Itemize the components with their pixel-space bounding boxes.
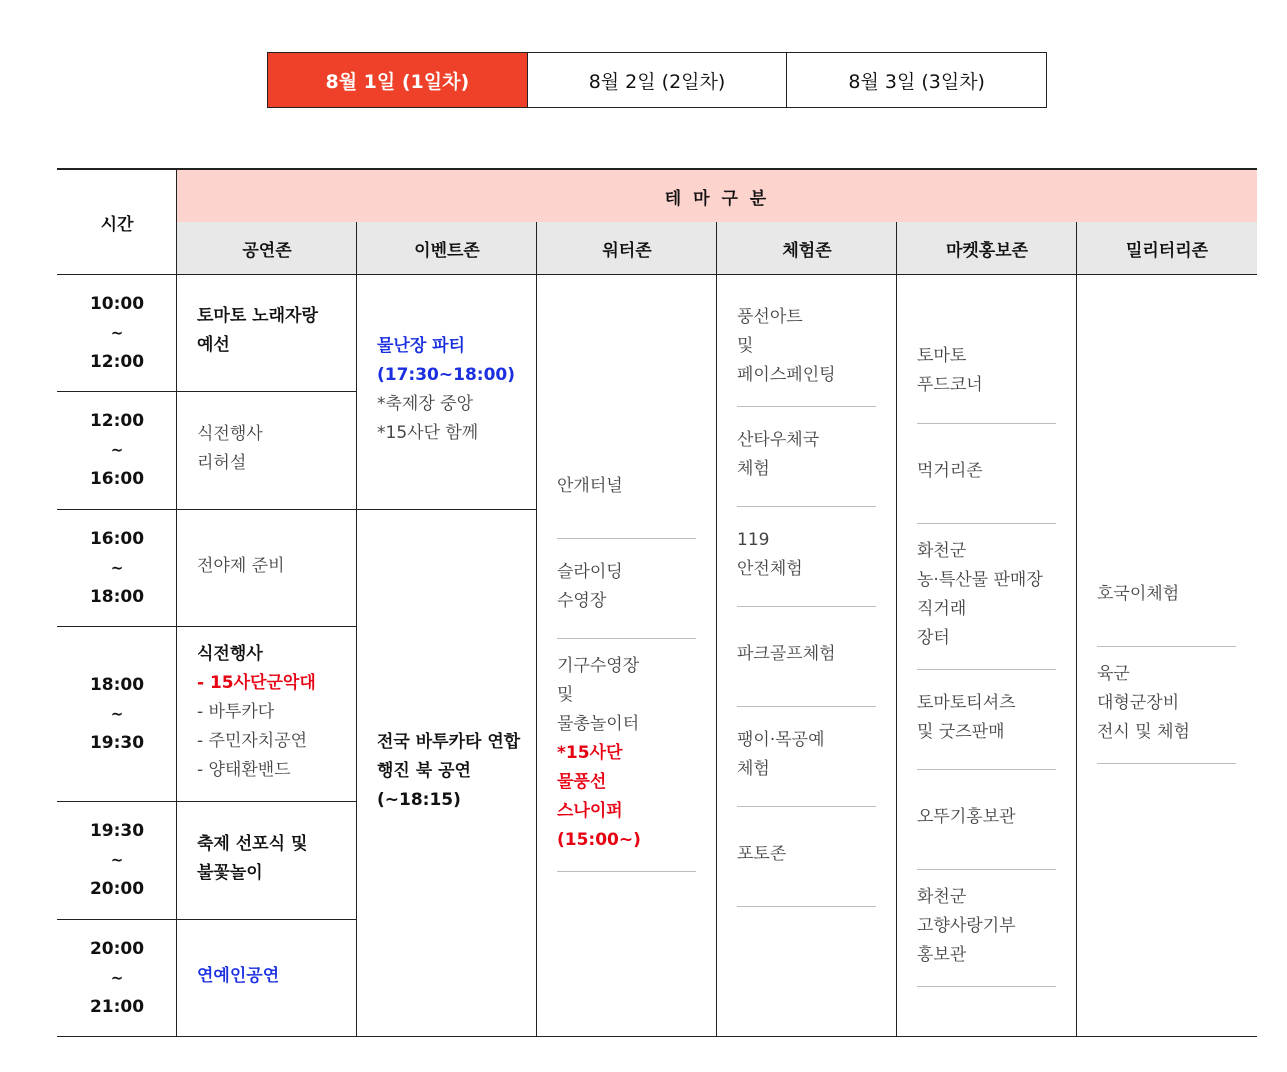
- item-line: 전국 바투카타 연합: [377, 732, 521, 752]
- cell-divider: [557, 538, 696, 539]
- time-end: 18:00: [89, 586, 145, 607]
- experience-item: [737, 303, 836, 390]
- performance-item: [197, 962, 279, 991]
- time-start: 16:00: [89, 528, 145, 549]
- item-line: 스나이퍼: [557, 801, 623, 821]
- time-slot: [57, 802, 177, 919]
- experience-item: [737, 526, 803, 584]
- cell-divider: [917, 523, 1056, 524]
- cell-divider: [917, 669, 1056, 670]
- water-item: [557, 558, 623, 616]
- item-line: 슬라이딩: [557, 562, 623, 582]
- item-line: 및 굿즈판매: [917, 722, 1005, 742]
- experience-item: [737, 840, 786, 869]
- item-line: (15:00~): [557, 830, 641, 850]
- time-end: 12:00: [89, 351, 145, 372]
- item-line: - 바투카다: [197, 702, 275, 722]
- item-line: 포토존: [737, 844, 787, 864]
- item-line: 전시 및 체험: [1097, 722, 1190, 742]
- event-item: [377, 728, 520, 815]
- experience-item: [737, 726, 825, 784]
- item-line: 토마토: [917, 346, 967, 366]
- item-line: 화천군: [917, 887, 967, 907]
- item-line: 불꽃놀이: [197, 863, 263, 883]
- time-separator: ~: [110, 704, 124, 723]
- item-line: 행진 북 공연: [377, 761, 471, 781]
- cell-divider: [917, 423, 1056, 424]
- item-line: 체험: [737, 459, 770, 479]
- cell-divider: [737, 906, 876, 907]
- item-line: 식전행사: [197, 644, 263, 664]
- item-line: 체험: [737, 759, 770, 779]
- item-line: (~18:15): [377, 790, 461, 810]
- item-line: 육군: [1097, 664, 1130, 684]
- time-slot: [57, 920, 177, 1036]
- cell-divider: [557, 638, 696, 639]
- item-line: 고향사랑기부: [917, 916, 1016, 936]
- item-line: 119: [737, 530, 770, 550]
- performance-item: [197, 420, 263, 478]
- tab-day-3[interactable]: 8월 3일 (3일차): [786, 53, 1046, 107]
- water-item: [557, 652, 641, 855]
- item-line: 대형군장비: [1097, 693, 1180, 713]
- time-slot: [57, 392, 177, 509]
- row-divider: [357, 509, 537, 510]
- market-item: [917, 803, 1016, 832]
- tab-day-2[interactable]: 8월 2일 (2일차): [527, 53, 787, 107]
- header-bottom-border: [57, 274, 1257, 275]
- time-start: 12:00: [89, 411, 145, 431]
- item-line: 호국이체험: [1097, 584, 1180, 604]
- item-line: 홍보관: [917, 945, 967, 965]
- column-divider: [716, 222, 717, 1037]
- item-line: *축제장 중앙: [377, 394, 474, 414]
- item-line: 예선: [197, 335, 230, 355]
- item-line: 기구수영장: [557, 656, 640, 676]
- item-line: 연예인공연: [197, 966, 280, 986]
- column-header-event: 이벤트존: [357, 222, 537, 274]
- column-divider: [1076, 222, 1077, 1037]
- date-tabs: [267, 52, 1047, 108]
- item-line: 식전행사: [197, 424, 263, 444]
- item-line: 오뚜기홍보관: [917, 807, 1016, 827]
- cell-divider: [737, 506, 876, 507]
- item-line: 먹거리존: [917, 461, 983, 481]
- item-line: 물난장 파티: [377, 336, 466, 356]
- cell-divider: [917, 869, 1056, 870]
- item-line: 물총놀이터: [557, 714, 640, 734]
- tab-day-1[interactable]: 8월 1일 (1일차): [268, 53, 527, 107]
- item-line: *15사단: [557, 743, 623, 763]
- time-slot: [57, 510, 177, 626]
- experience-item: [737, 426, 819, 484]
- market-item: [917, 883, 1016, 970]
- column-header-military: 밀리터리존: [1077, 222, 1257, 274]
- experience-item: [737, 640, 836, 669]
- time-separator: ~: [110, 851, 124, 869]
- table-bottom-border: [57, 1036, 1257, 1037]
- cell-divider: [737, 606, 876, 607]
- item-line: 및: [737, 336, 754, 356]
- cell-divider: [917, 986, 1056, 987]
- time-end: 20:00: [89, 879, 145, 899]
- time-end: 16:00: [89, 469, 145, 489]
- time-slot: [57, 275, 177, 391]
- market-item: [917, 342, 983, 400]
- performance-item: [197, 302, 318, 360]
- item-line: 푸드코너: [917, 375, 983, 395]
- time-separator: ~: [110, 968, 124, 987]
- item-line: *15사단 함께: [377, 423, 479, 443]
- item-line: 산타우체국: [737, 430, 820, 450]
- time-header: 시간: [100, 214, 134, 235]
- time-slot: [57, 627, 177, 801]
- item-line: - 15사단군악대: [197, 673, 316, 693]
- cell-divider: [737, 706, 876, 707]
- item-line: 토마토 노래자랑: [197, 306, 318, 326]
- water-item: [557, 472, 623, 501]
- time-start: 18:00: [89, 674, 145, 695]
- column-divider: [356, 222, 357, 1037]
- item-line: 파크골프체험: [737, 644, 836, 664]
- column-header-water: 워터존: [537, 222, 717, 274]
- item-line: - 주민자치공연: [197, 731, 308, 751]
- time-start: 19:30: [89, 821, 145, 841]
- cell-divider: [737, 806, 876, 807]
- item-line: 팽이·목공예: [737, 730, 825, 750]
- event-item: [377, 332, 515, 448]
- military-item: [1097, 580, 1179, 609]
- time-end: 21:00: [89, 996, 145, 1017]
- performance-item: [197, 640, 316, 785]
- cell-divider: [1097, 763, 1236, 764]
- time-start: 20:00: [89, 938, 145, 959]
- item-line: 화천군: [917, 541, 967, 561]
- column-header-performance: 공연존: [177, 222, 357, 274]
- item-line: 직거래: [917, 599, 967, 619]
- column-divider: [536, 222, 537, 1037]
- item-line: 토마토티셔츠: [917, 693, 1016, 713]
- item-line: 풍선아트: [737, 307, 803, 327]
- item-line: 전야제 준비: [197, 556, 285, 576]
- time-separator: ~: [110, 558, 124, 577]
- cell-divider: [917, 769, 1056, 770]
- item-line: 농·특산물 판매장: [917, 570, 1043, 590]
- market-item: [917, 457, 983, 486]
- cell-divider: [737, 406, 876, 407]
- time-separator: ~: [110, 441, 124, 459]
- item-line: (17:30~18:00): [377, 365, 516, 385]
- time-end: 19:30: [89, 732, 145, 753]
- cell-divider: [1097, 646, 1236, 647]
- military-item: [1097, 660, 1190, 747]
- time-start: 10:00: [89, 293, 145, 314]
- item-line: 안전체험: [737, 559, 803, 579]
- item-line: 페이스페인팅: [737, 365, 836, 385]
- market-item: [917, 537, 1043, 653]
- performance-item: [197, 830, 307, 888]
- item-line: 물풍선: [557, 772, 607, 792]
- column-divider: [896, 222, 897, 1037]
- cell-divider: [557, 871, 696, 872]
- time-separator: ~: [110, 323, 124, 342]
- item-line: 장터: [917, 628, 950, 648]
- market-item: [917, 689, 1016, 747]
- column-header-market: 마켓홍보존: [897, 222, 1077, 274]
- column-header-experience: 체험존: [717, 222, 897, 274]
- theme-header: 테 마 구 분: [177, 170, 1257, 222]
- item-line: 축제 선포식 및: [197, 834, 308, 854]
- item-line: 및: [557, 685, 574, 705]
- item-line: 수영장: [557, 591, 607, 611]
- item-line: 리허설: [197, 453, 247, 473]
- item-line: 안개터널: [557, 476, 623, 496]
- item-line: - 양태환밴드: [197, 760, 291, 780]
- performance-item: [197, 552, 285, 581]
